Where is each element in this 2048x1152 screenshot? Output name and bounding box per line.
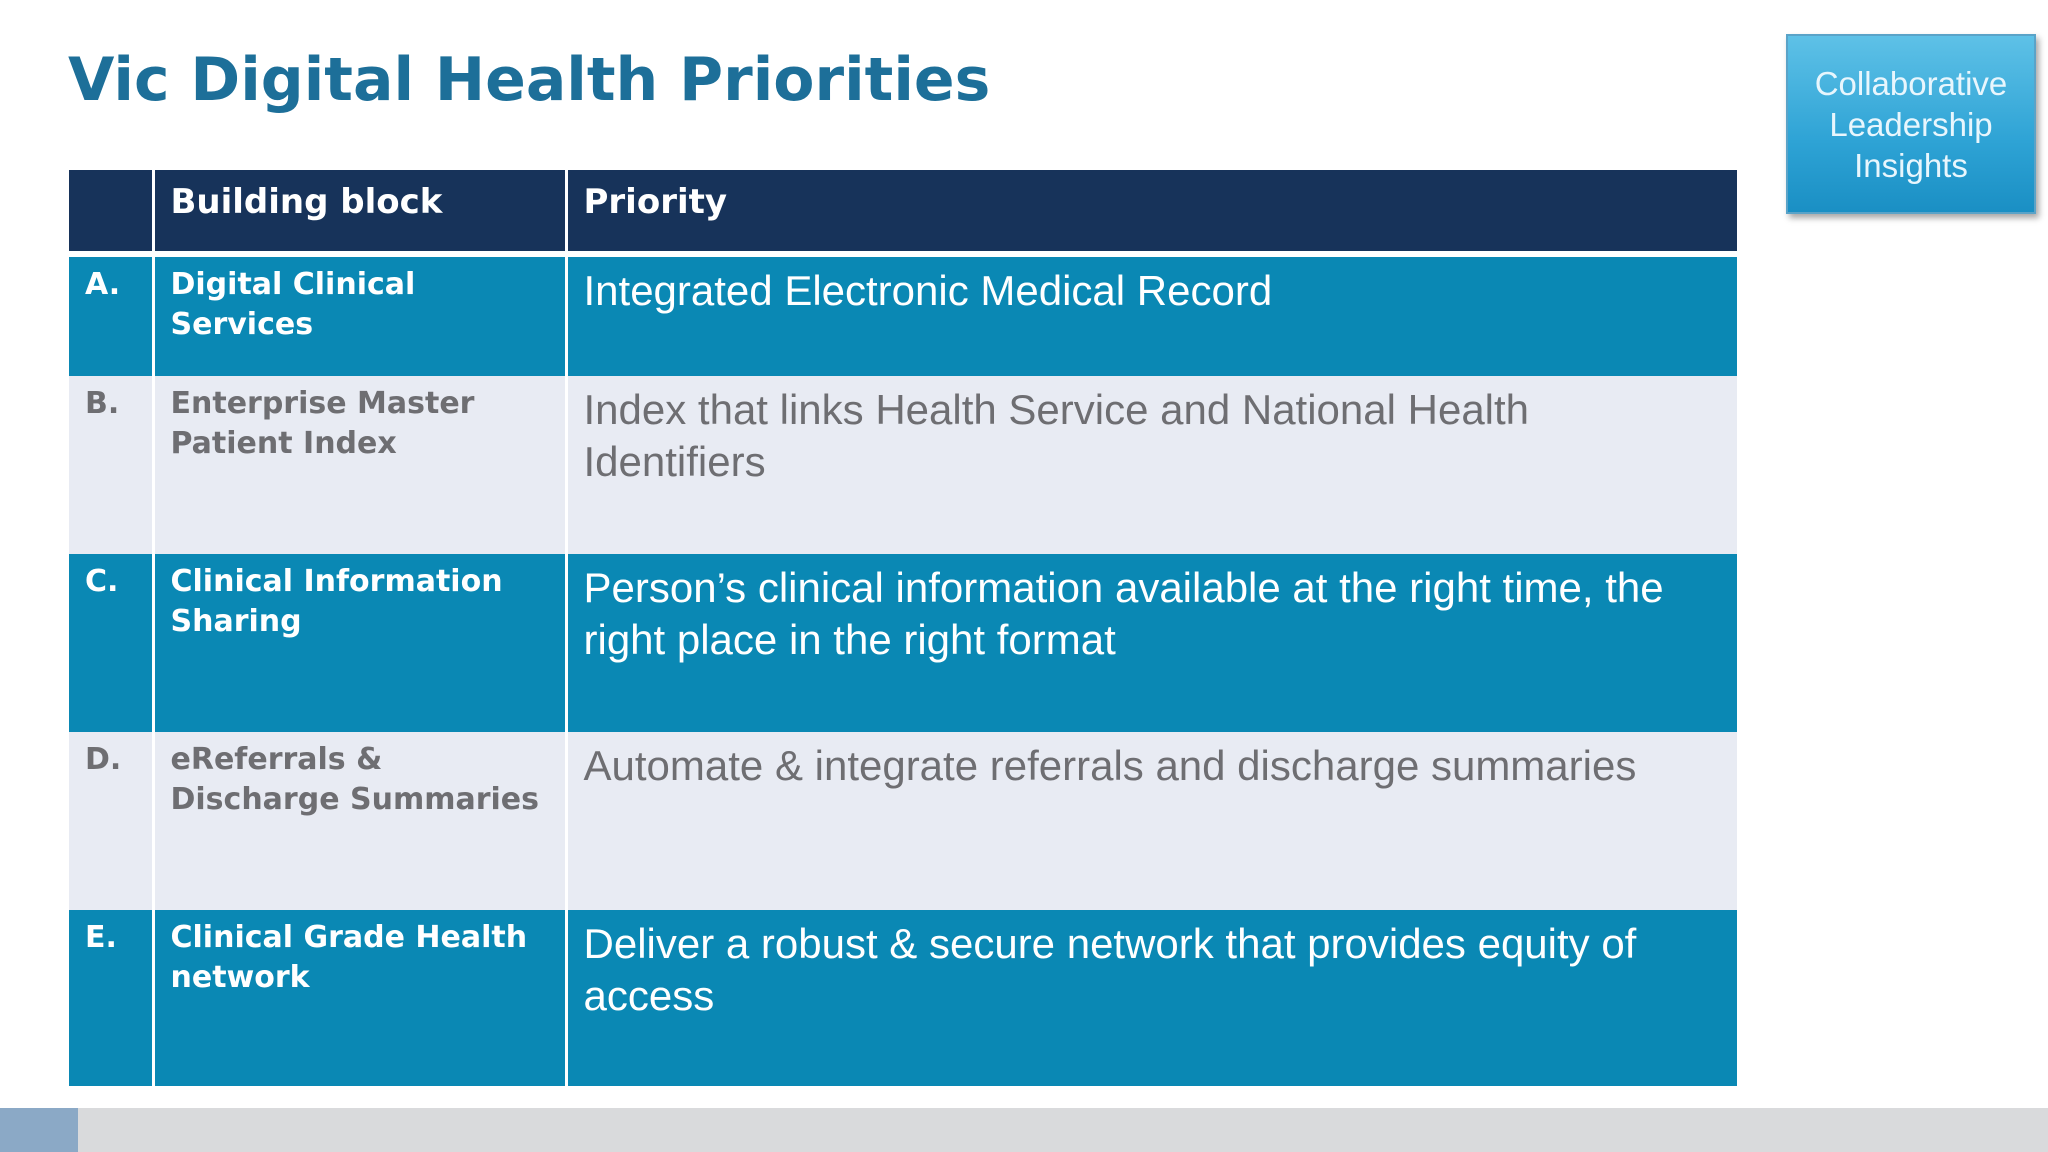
building-block-line: Patient Index <box>170 426 397 461</box>
row-letter: D. <box>69 732 153 910</box>
building-block-line: Sharing <box>170 604 302 639</box>
header-priority: Priority <box>566 170 1737 254</box>
row-building-block <box>153 254 566 376</box>
row-letter: C. <box>69 554 153 732</box>
footer-bar <box>0 1108 2048 1152</box>
brand-line: Collaborative <box>1814 64 2008 102</box>
row-letter: B. <box>69 376 153 554</box>
slide-title: Vic Digital Health Priorities <box>68 45 991 115</box>
row-priority: Person’s clinical information available at the right time, the right place in the right format <box>566 554 1737 732</box>
building-block-line: Clinical Grade Health <box>170 920 528 955</box>
building-block-line: Services <box>170 307 314 342</box>
building-block-line: Clinical Information <box>170 564 503 599</box>
footer-accent-block <box>0 1108 78 1152</box>
row-letter: E. <box>69 910 153 1086</box>
row-priority: Automate & integrate referrals and discharge summaries <box>566 732 1737 910</box>
brand-logo-box <box>1786 34 2036 214</box>
row-letter: A. <box>69 254 153 376</box>
brand-line: Leadership <box>1829 105 1993 143</box>
building-block-line: Enterprise Master <box>170 386 475 421</box>
table-row <box>69 254 1737 376</box>
row-priority: Index that links Health Service and National Health Identifiers <box>566 376 1737 554</box>
row-building-block <box>153 910 566 1086</box>
row-priority: Deliver a robust & secure network that provides equity of access <box>566 910 1737 1086</box>
table-header-row <box>69 170 1737 254</box>
building-block-line: eReferrals & <box>170 742 383 777</box>
priorities-table <box>69 170 1737 1086</box>
header-letter <box>69 170 153 254</box>
building-block-line: network <box>170 960 310 995</box>
table-row <box>69 732 1737 910</box>
brand-line: Insights <box>1854 146 1968 184</box>
table-row <box>69 554 1737 732</box>
row-priority: Integrated Electronic Medical Record <box>566 254 1737 376</box>
table-row <box>69 376 1737 554</box>
row-building-block <box>153 732 566 910</box>
row-building-block <box>153 376 566 554</box>
building-block-line: Discharge Summaries <box>170 782 539 817</box>
table-row <box>69 910 1737 1086</box>
row-building-block <box>153 554 566 732</box>
building-block-line: Digital Clinical <box>170 267 416 302</box>
header-building-block: Building block <box>153 170 566 254</box>
